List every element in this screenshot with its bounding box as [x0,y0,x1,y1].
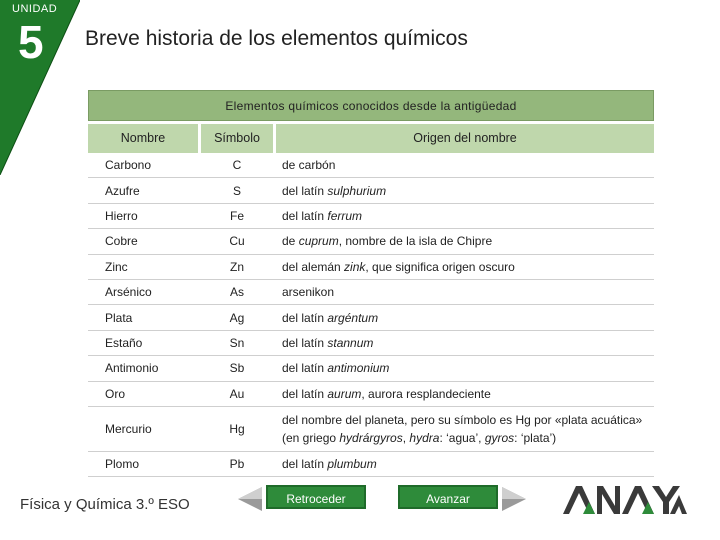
elements-table [88,90,654,477]
table-row [88,407,654,452]
table-body [88,153,654,477]
subject-label: Física y Química 3.º ESO [20,496,190,513]
table-row [88,153,654,178]
element-name: Mercurio [105,421,152,436]
element-symbol: S [232,183,241,198]
origin-segment: argéntum [327,310,379,325]
element-origin [276,411,654,447]
table-row [88,255,654,280]
element-symbol: Sn [229,335,245,350]
origin-segment: , que significa origen oscuro [365,259,515,274]
origin-segment: de [282,234,299,249]
column-header-row [88,124,654,153]
origin-segment: hydrárgyros [339,430,403,445]
table-caption: Elementos químicos conocidos desde la antigüedad [88,90,654,121]
element-symbol: Au [229,386,245,401]
table-row [88,229,654,254]
origin-segment: aurum [327,386,362,401]
element-name: Plata [105,310,133,325]
origin-segment: del alemán [282,259,345,274]
origin-segment: del nombre del planeta, pero su símbolo es Hg por «plata acuática» (en griego [282,412,643,445]
back-button[interactable]: Retroceder [266,485,366,509]
table-row [88,204,654,229]
element-symbol: Sb [229,361,245,376]
element-origin [276,359,654,377]
element-origin [276,258,654,276]
origin-segment: ferrum [327,208,363,223]
origin-segment: : ‘agua’, [439,430,485,445]
back-arrow-icon[interactable] [234,484,264,514]
element-symbol: Hg [229,421,245,436]
table-row [88,356,654,381]
element-name: Carbono [105,158,152,173]
origin-segment: del latín [282,335,328,350]
element-origin [276,309,654,327]
origin-segment: del latín [282,457,328,472]
origin-segment: zink [344,259,366,274]
origin-segment: antimonium [327,361,390,376]
unit-number: 5 [18,16,44,68]
origin-segment: cuprum [298,234,339,249]
element-name: Estaño [105,335,143,350]
element-symbol: As [229,285,244,300]
page-title: Breve historia de los elementos químicos [85,27,468,50]
origin-segment: de carbón [282,158,336,173]
unit-label: UNIDAD [12,3,58,15]
column-header-name: Nombre [88,124,198,153]
element-origin [276,156,654,174]
table-row [88,382,654,407]
anaya-logo [563,484,687,516]
element-symbol: Fe [229,208,244,223]
element-name: Azufre [105,183,140,198]
origin-segment: stannum [327,335,374,350]
column-header-origin: Origen del nombre [276,124,654,153]
element-symbol: Cu [229,234,245,249]
element-symbol: C [232,158,242,173]
origin-segment: del latín [282,208,328,223]
origin-segment: sulphurium [327,183,387,198]
origin-segment: gyros [484,430,515,445]
element-name: Arsénico [105,285,152,300]
table-row [88,178,654,203]
table-row [88,280,654,305]
element-name: Antimonio [105,361,159,376]
next-arrow-icon[interactable] [500,484,530,514]
origin-segment: del latín [282,386,328,401]
element-name: Plomo [105,457,140,472]
element-symbol: Ag [229,310,245,325]
next-button[interactable]: Avanzar [398,485,498,509]
element-symbol: Zn [229,259,244,274]
origin-segment: , [402,430,410,445]
element-origin [276,334,654,352]
element-name: Oro [105,386,126,401]
origin-segment: , aurora resplandeciente [361,386,491,401]
origin-segment: plumbum [327,457,377,472]
table-row [88,305,654,330]
column-header-symbol: Símbolo [201,124,273,153]
element-symbol: Pb [229,457,245,472]
element-origin [276,283,654,301]
element-origin [276,182,654,200]
origin-segment: arsenikon [282,285,335,300]
table-row [88,452,654,477]
element-name: Cobre [105,234,138,249]
element-origin [276,455,654,473]
element-origin [276,207,654,225]
origin-segment: del latín [282,361,328,376]
element-origin [276,232,654,250]
table-row [88,331,654,356]
origin-segment: del latín [282,310,328,325]
element-origin [276,385,654,403]
origin-segment: : ‘plata’) [514,430,557,445]
origin-segment: , nombre de la isla de Chipre [338,234,493,249]
element-name: Hierro [105,208,138,223]
element-name: Zinc [105,259,128,274]
origin-segment: del latín [282,183,328,198]
origin-segment: hydra [409,430,440,445]
